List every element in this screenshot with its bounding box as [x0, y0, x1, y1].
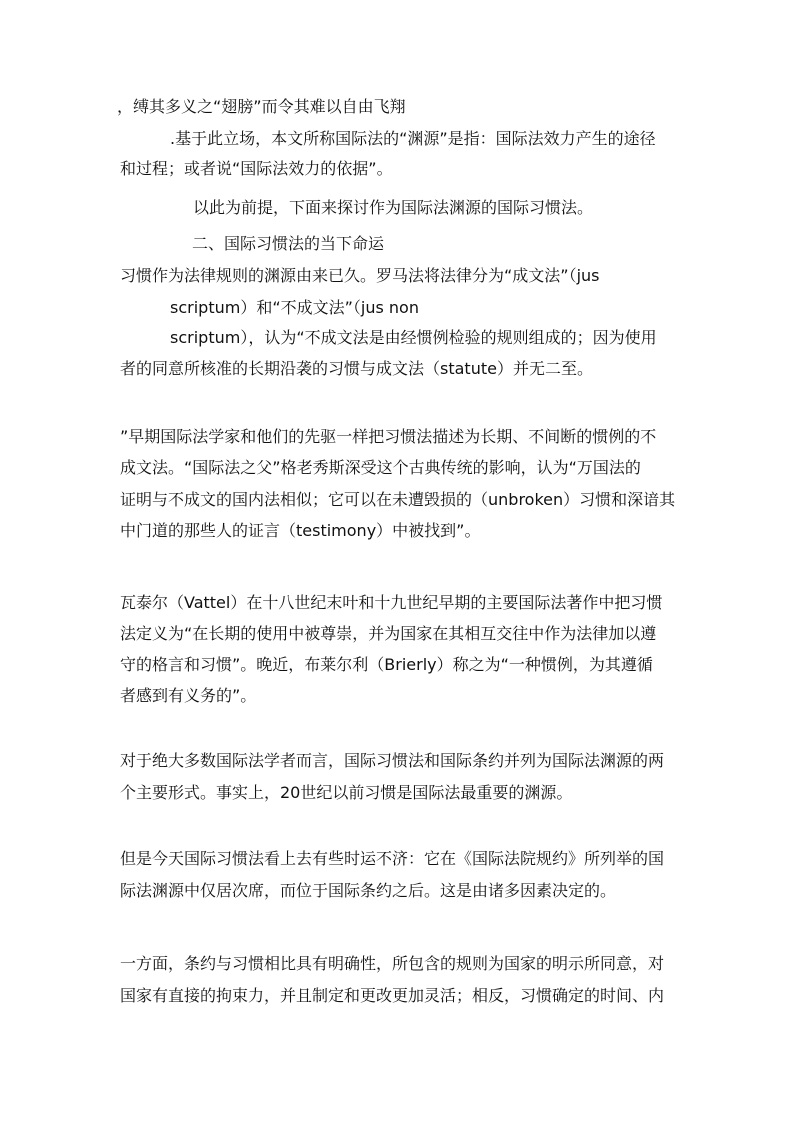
text-line: 中门道的那些人的证言（testimony）中被找到”。 [120, 521, 481, 540]
text-line: 但是今天国际习惯法看上去有些时运不济：它在《国际法院规约》所列举的国 [120, 849, 665, 868]
text-line: scriptum），认为“不成文法是由经惯例检验的规则组成的；因为使用 [170, 328, 657, 347]
text-line: ”早期国际法学家和他们的先驱一样把习惯法描述为长期、不间断的惯例的不 [120, 427, 657, 446]
text-line: 者的同意所核准的长期沿袭的习惯与成文法（statute）并无二至。 [120, 359, 593, 378]
text-line: 以此为前提，下面来探讨作为国际法渊源的国际习惯法。 [193, 198, 594, 217]
text-line: 成文法。“国际法之父”格老秀斯深受这个古典传统的影响，认为“万国法的 [120, 458, 641, 477]
text-line: .基于此立场，本文所称国际法的“渊源”是指：国际法效力产生的途径 [170, 129, 656, 148]
text-line: 守的格言和习惯”。晚近，布莱尔利（Brierly）称之为“一种惯例，为其遵循 [120, 655, 653, 674]
text-line: 一方面，条约与习惯相比具有明确性，所包含的规则为国家的明示所同意，对 [120, 954, 665, 973]
text-line: ，缚其多义之“翅膀”而令其难以自由飞翔 [117, 97, 406, 116]
text-line: 习惯作为法律规则的渊源由来已久。罗马法将法律分为“成文法”（jus [120, 266, 600, 285]
text-line: 个主要形式。事实上，20世纪以前习惯是国际法最重要的渊源。 [120, 783, 573, 802]
text-line: scriptum）和“不成文法”（jus non [170, 298, 419, 317]
text-line: 法定义为“在长期的使用中被尊崇，并为国家在其相互交往中作为法律加以遵 [120, 624, 657, 643]
text-line: 瓦泰尔（Vattel）在十八世纪末叶和十九世纪早期的主要国际法著作中把习惯 [120, 593, 663, 612]
section-heading: 二、国际习惯法的当下命运 [192, 234, 385, 253]
text-line: 对于绝大多数国际法学者而言，国际习惯法和国际条约并列为国际法渊源的两 [120, 751, 665, 770]
text-line: 国家有直接的拘束力，并且制定和更改更加灵活；相反，习惯确定的时间、内 [120, 986, 665, 1005]
text-line: 证明与不成文的国内法相似；它可以在未遭毁损的（unbroken）习惯和深谙其 [120, 490, 676, 509]
text-line: 际法渊源中仅居次席，而位于国际条约之后。这是由诸多因素决定的。 [120, 881, 617, 900]
text-line: 者感到有义务的”。 [120, 686, 257, 705]
text-line: 和过程；或者说“国际法效力的依据”。 [120, 159, 393, 178]
